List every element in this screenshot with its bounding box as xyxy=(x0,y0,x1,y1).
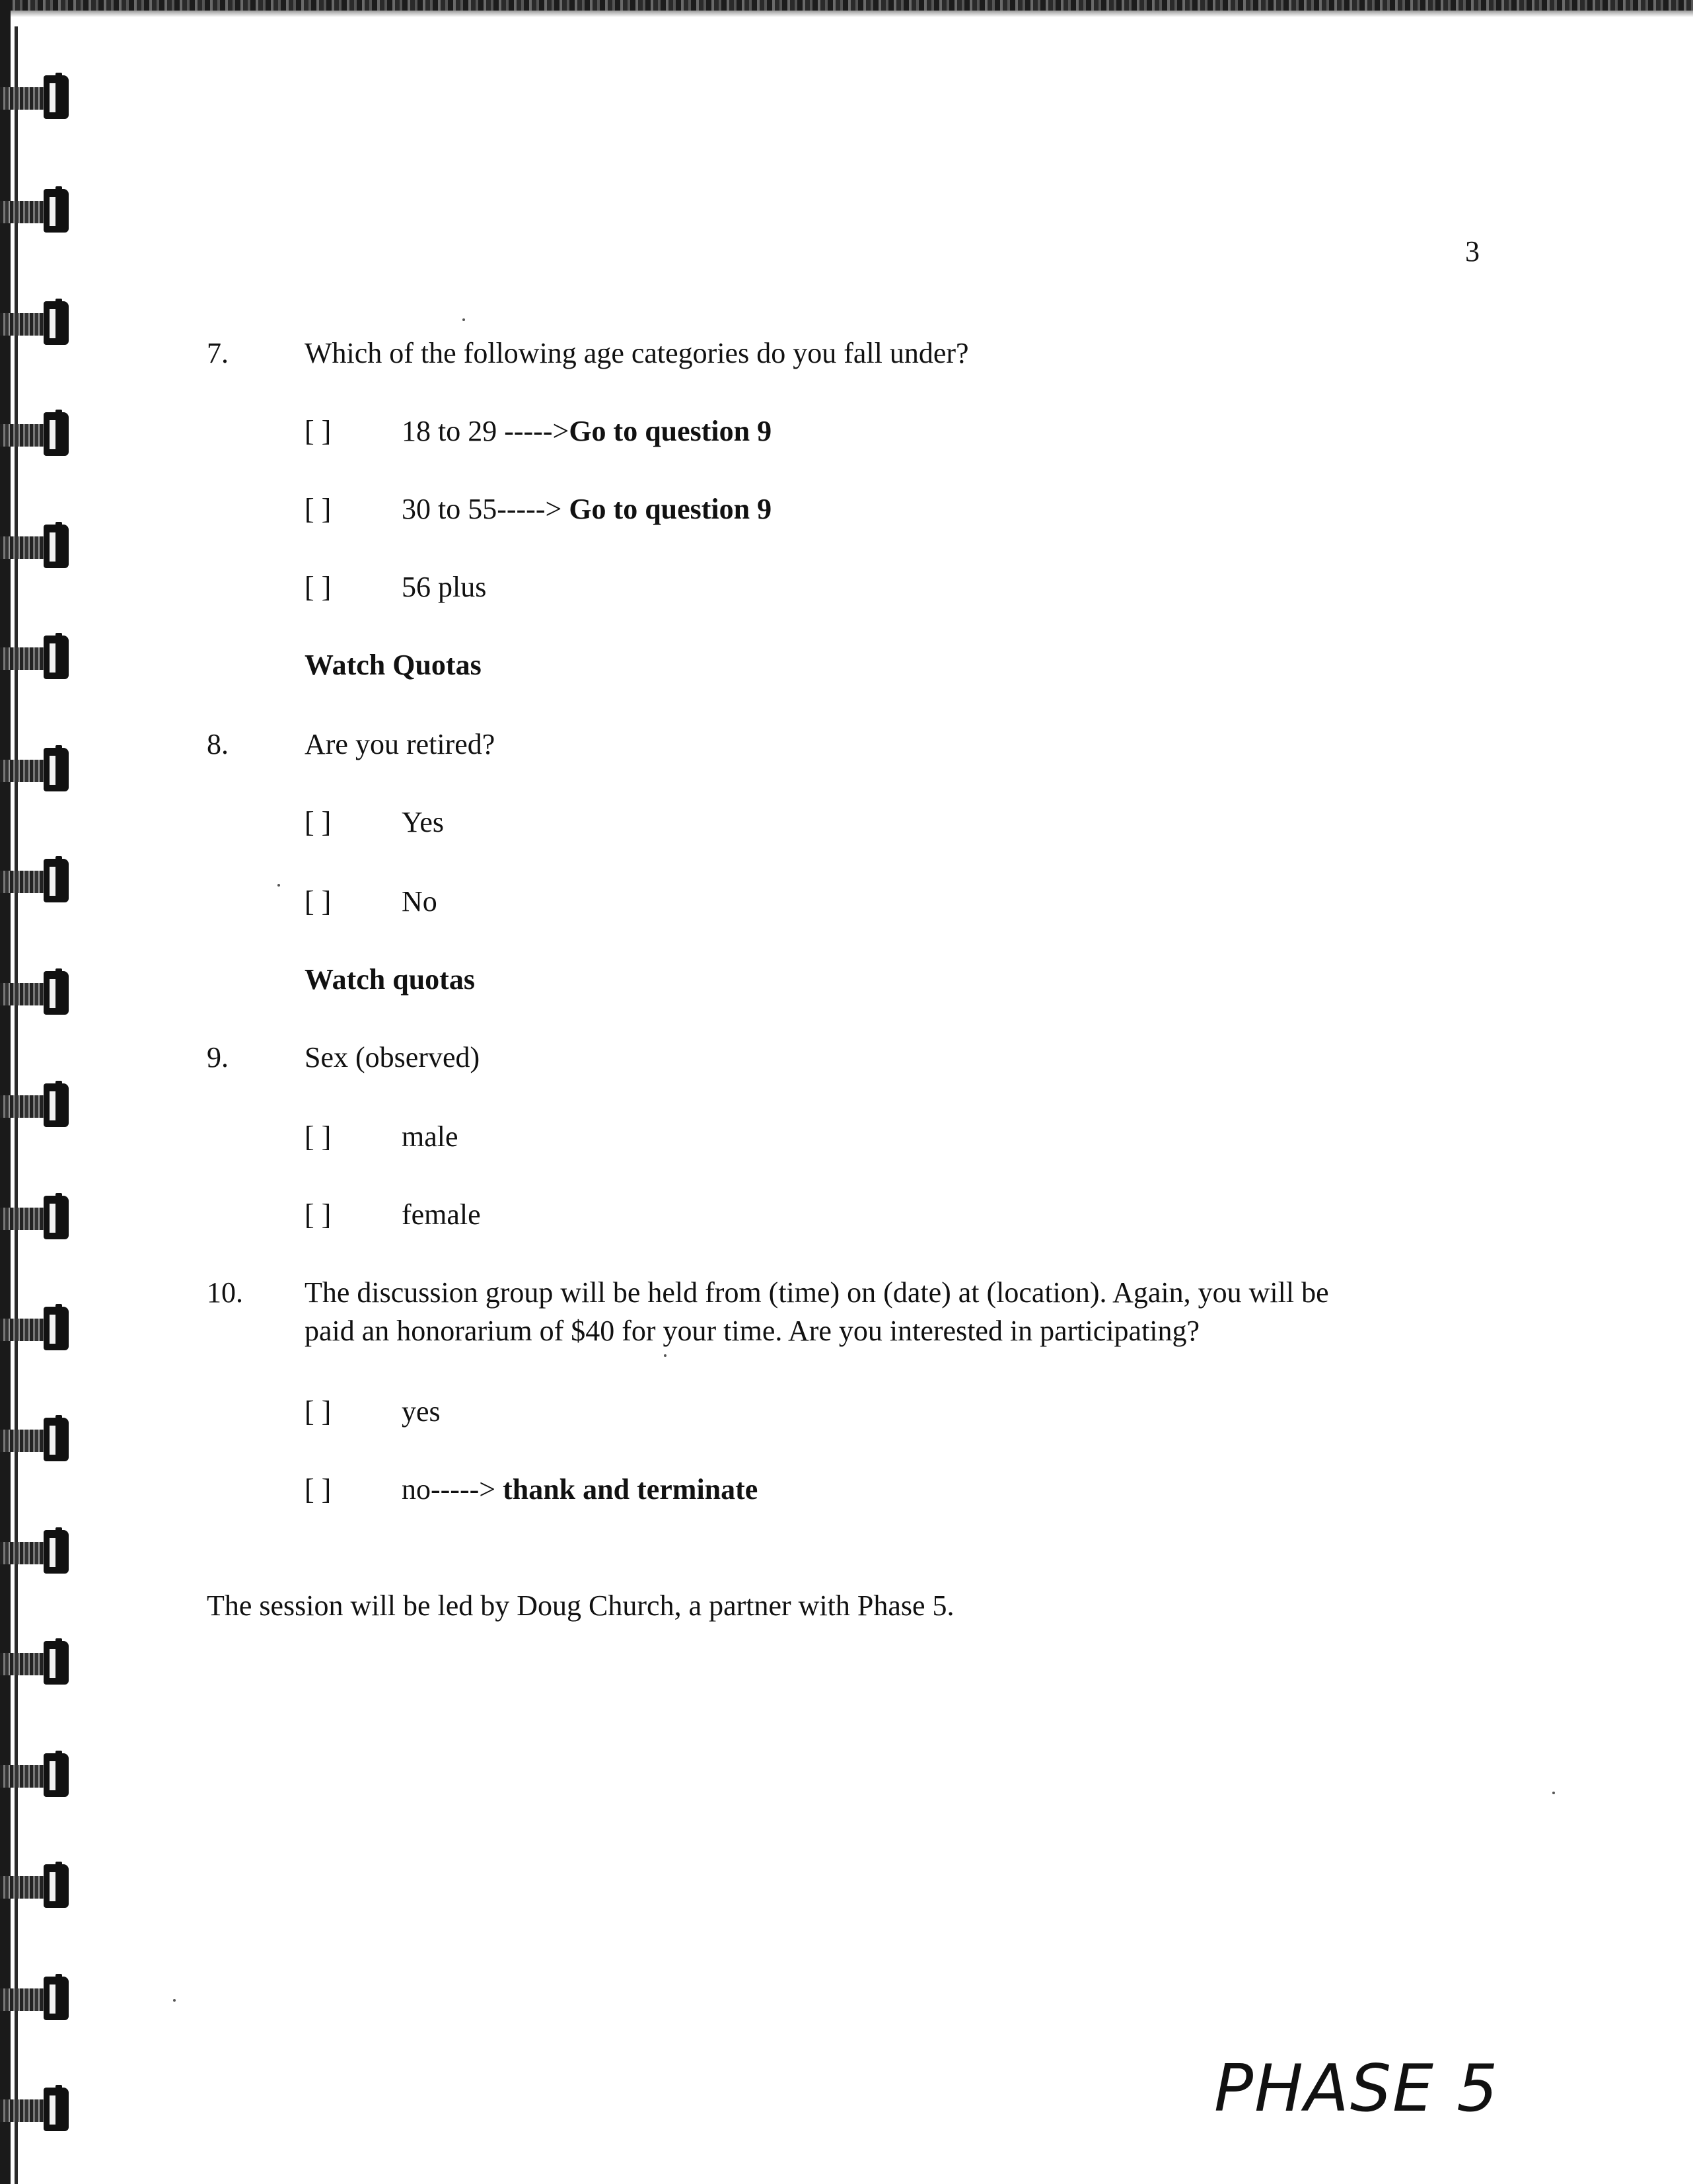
binding-ring xyxy=(0,1862,73,1909)
binding-ring xyxy=(0,1193,73,1241)
question-7-text: Which of the following age categories do you fall under? xyxy=(305,337,969,369)
option-age-56-plus: 56 plus xyxy=(402,571,487,603)
option-retired-yes: Yes xyxy=(402,806,445,838)
option-participate-no xyxy=(402,1471,758,1509)
checkbox-age-30-55[interactable]: [ ] xyxy=(305,493,332,525)
scan-top-edge xyxy=(0,0,1693,11)
page-number: 3 xyxy=(1465,235,1480,268)
checkbox-retired-no[interactable]: [ ] xyxy=(305,885,332,918)
skip-instruction: Go to question 9 xyxy=(569,493,772,525)
question-7-number: 7. xyxy=(207,337,229,369)
scan-top-shadow xyxy=(0,11,1693,17)
binding-ring xyxy=(0,1081,73,1128)
binding-ring xyxy=(0,1415,73,1463)
binding-ring xyxy=(0,745,73,793)
spiral-binding xyxy=(0,0,79,2184)
question-10-number: 10. xyxy=(207,1276,243,1309)
checkbox-age-18-29[interactable]: [ ] xyxy=(305,415,332,447)
option-age-30-55 xyxy=(402,490,772,528)
skip-instruction: Go to question 9 xyxy=(569,415,772,447)
checkbox-age-56-plus[interactable]: [ ] xyxy=(305,571,332,603)
scan-speck xyxy=(462,318,465,321)
binding-ring xyxy=(0,1974,73,2021)
checkbox-sex-male[interactable]: [ ] xyxy=(305,1120,332,1153)
binding-ring xyxy=(0,968,73,1016)
checkbox-sex-female[interactable]: [ ] xyxy=(305,1198,332,1231)
phase-5-logo: PHASE 5 xyxy=(1214,2051,1499,2127)
binding-ring xyxy=(0,410,73,457)
checkbox-participate-no[interactable]: [ ] xyxy=(305,1473,332,1506)
option-participate-yes: yes xyxy=(402,1395,441,1428)
question-10-text-line-1: The discussion group will be held from (time) on (date) at (location). Again, you will be xyxy=(305,1276,1329,1309)
question-10-text-line-2: paid an honorarium of $40 for your time. Are you interested in participating? xyxy=(305,1315,1200,1347)
question-8-note: Watch quotas xyxy=(305,963,475,996)
binding-ring xyxy=(0,522,73,569)
closing-statement: The session will be led by Doug Church, a partner with Phase 5. xyxy=(207,1589,955,1622)
question-8-text: Are you retired? xyxy=(305,728,495,760)
binding-ring xyxy=(0,186,73,234)
question-9-number: 9. xyxy=(207,1041,229,1074)
option-retired-no: No xyxy=(402,885,437,918)
scan-speck xyxy=(664,1354,666,1357)
option-label: 18 to 29 -----> xyxy=(402,415,569,447)
binding-ring xyxy=(0,856,73,904)
binding-ring xyxy=(0,299,73,346)
option-label: no-----> xyxy=(402,1473,496,1506)
scan-speck xyxy=(277,884,280,887)
binding-ring xyxy=(0,2085,73,2132)
checkbox-participate-yes[interactable]: [ ] xyxy=(305,1395,332,1428)
option-sex-male: male xyxy=(402,1120,458,1153)
option-sex-female: female xyxy=(402,1198,481,1231)
binding-ring xyxy=(0,1638,73,1686)
option-label: 30 to 55-----> xyxy=(402,493,562,525)
checkbox-retired-yes[interactable]: [ ] xyxy=(305,806,332,838)
binding-ring xyxy=(0,1304,73,1352)
scan-speck xyxy=(1552,1792,1555,1794)
binding-ring xyxy=(0,633,73,680)
question-8-number: 8. xyxy=(207,728,229,760)
binding-ring xyxy=(0,1751,73,1798)
binding-ring xyxy=(0,1527,73,1575)
option-age-18-29 xyxy=(402,412,772,451)
skip-instruction: thank and terminate xyxy=(503,1473,758,1506)
scan-speck xyxy=(173,1999,176,2002)
question-9-text: Sex (observed) xyxy=(305,1041,480,1074)
question-7-note: Watch Quotas xyxy=(305,649,482,681)
binding-ring xyxy=(0,73,73,120)
